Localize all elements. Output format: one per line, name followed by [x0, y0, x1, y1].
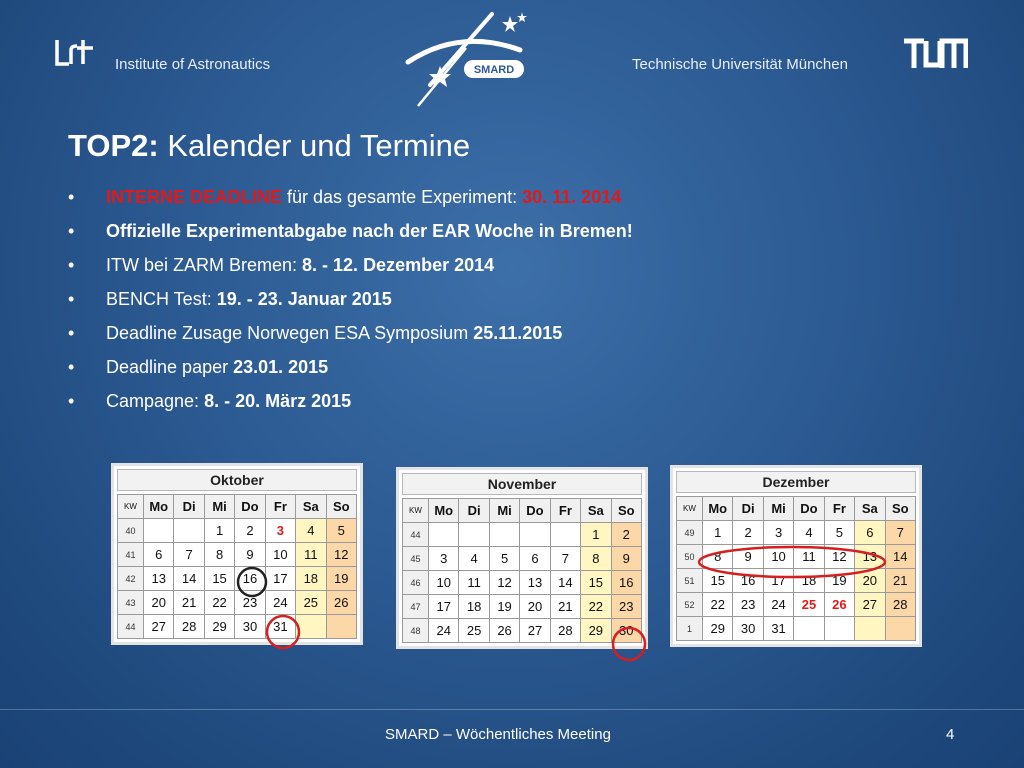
day-cell: 20: [520, 595, 550, 619]
day-cell: 22: [703, 593, 733, 617]
day-cell: 11: [794, 545, 824, 569]
week-number: 41: [118, 543, 144, 567]
bullet-text: BENCH Test:: [106, 289, 217, 309]
bullet-text: ITW bei ZARM Bremen:: [106, 255, 303, 275]
day-cell: 13: [144, 567, 174, 591]
day-cell: [885, 617, 915, 641]
day-cell: 17: [429, 595, 459, 619]
bullet-text: 19. - 23. Januar 2015: [216, 289, 392, 309]
day-cell: 10: [763, 545, 793, 569]
bullet-text: 8. - 20. März 2015: [204, 391, 352, 411]
day-cell: 21: [550, 595, 580, 619]
footer-divider: [0, 709, 1024, 710]
bullet-item: [68, 288, 968, 322]
calendar-header-cell: Sa: [296, 495, 326, 519]
day-cell: 24: [763, 593, 793, 617]
day-cell: 23: [611, 595, 641, 619]
calendar-week-row: [118, 543, 357, 567]
day-cell: 9: [611, 547, 641, 571]
day-cell: [326, 615, 356, 639]
day-cell: [174, 519, 204, 543]
day-cell: 8: [581, 547, 611, 571]
day-cell: [459, 523, 489, 547]
week-number: 51: [677, 569, 703, 593]
calendar-month-title: Oktober: [117, 469, 357, 491]
day-cell: 16: [235, 567, 265, 591]
bullet-text: 8. - 12. Dezember 2014: [302, 255, 495, 275]
calendar-week-row: [118, 567, 357, 591]
day-cell: 2: [235, 519, 265, 543]
day-cell: 8: [703, 545, 733, 569]
day-cell: 18: [296, 567, 326, 591]
week-number: 42: [118, 567, 144, 591]
day-cell: 25: [459, 619, 489, 643]
day-cell: 20: [144, 591, 174, 615]
day-cell: 7: [550, 547, 580, 571]
week-number: 48: [403, 619, 429, 643]
day-cell: 12: [326, 543, 356, 567]
day-cell: 10: [265, 543, 295, 567]
week-number: 52: [677, 593, 703, 617]
calendar-week-row: [118, 591, 357, 615]
calendar-header-cell: So: [885, 497, 915, 521]
bullet-item: [68, 220, 968, 254]
day-cell: 29: [581, 619, 611, 643]
day-cell: 2: [733, 521, 763, 545]
calendar-header-cell: Do: [520, 499, 550, 523]
day-cell: 14: [174, 567, 204, 591]
calendar-header-cell: KW: [118, 495, 144, 519]
bullet-text: für das gesamte Experiment:: [282, 187, 523, 207]
day-cell: 26: [326, 591, 356, 615]
day-cell: 17: [265, 567, 295, 591]
tum-logo-icon: [902, 38, 968, 70]
calendar-header-cell: Sa: [581, 499, 611, 523]
day-cell: 3: [429, 547, 459, 571]
bullet-item: [68, 390, 968, 424]
calendar-header-cell: Mo: [703, 497, 733, 521]
calendar-week-row: [118, 615, 357, 639]
day-cell: 24: [429, 619, 459, 643]
smard-logo: [400, 10, 540, 110]
day-cell: 22: [204, 591, 234, 615]
day-cell: 5: [824, 521, 854, 545]
calendar-header-cell: Di: [733, 497, 763, 521]
institute-name: Institute of Astronautics: [115, 56, 271, 73]
day-cell: 29: [703, 617, 733, 641]
day-cell: 10: [429, 571, 459, 595]
day-cell: 31: [265, 615, 295, 639]
calendar-month-title: November: [402, 473, 642, 495]
calendar-header-cell: KW: [403, 499, 429, 523]
day-cell: 19: [489, 595, 519, 619]
bullet-text: Campagne:: [106, 391, 205, 411]
calendar-header-cell: Di: [174, 495, 204, 519]
bullet-text: 23.01. 2015: [233, 357, 329, 377]
calendar-week-row: [403, 523, 642, 547]
day-cell: 1: [703, 521, 733, 545]
calendar-week-row: [403, 571, 642, 595]
week-number: 47: [403, 595, 429, 619]
week-number: 40: [118, 519, 144, 543]
day-cell: 28: [885, 593, 915, 617]
bullet-text: INTERNE DEADLINE: [106, 187, 283, 207]
day-cell: 30: [611, 619, 641, 643]
day-cell: [824, 617, 854, 641]
day-cell: 29: [204, 615, 234, 639]
slide-title: [68, 128, 470, 164]
calendar-week-row: [677, 521, 916, 545]
day-cell: 26: [824, 593, 854, 617]
day-cell: [489, 523, 519, 547]
day-cell: 1: [204, 519, 234, 543]
day-cell: 5: [326, 519, 356, 543]
calendar-header-cell: Fr: [550, 499, 580, 523]
title-rest: Kalender und Termine: [158, 128, 471, 163]
calendar-header-cell: Mi: [489, 499, 519, 523]
day-cell: 31: [763, 617, 793, 641]
day-cell: 25: [296, 591, 326, 615]
day-cell: 15: [581, 571, 611, 595]
day-cell: 6: [855, 521, 885, 545]
day-cell: 18: [794, 569, 824, 593]
calendar-week-row: [677, 569, 916, 593]
day-cell: [550, 523, 580, 547]
calendar-week-row: [677, 545, 916, 569]
calendar-week-row: [403, 595, 642, 619]
day-cell: 4: [794, 521, 824, 545]
day-cell: 11: [296, 543, 326, 567]
calendar-header-cell: Do: [235, 495, 265, 519]
day-cell: 23: [733, 593, 763, 617]
day-cell: [520, 523, 550, 547]
day-cell: 27: [520, 619, 550, 643]
calendar-week-row: [677, 593, 916, 617]
calendar-dezember: [670, 465, 922, 647]
calendar-header-cell: Mo: [144, 495, 174, 519]
day-cell: 24: [265, 591, 295, 615]
calendar-header-cell: Fr: [265, 495, 295, 519]
day-cell: 16: [733, 569, 763, 593]
slide-header: [0, 0, 1024, 110]
calendar-week-row: [403, 547, 642, 571]
footer-text: SMARD – Wöchentliches Meeting: [385, 726, 611, 743]
day-cell: 27: [144, 615, 174, 639]
smard-logo-text: SMARD: [473, 64, 515, 76]
calendar-november: [396, 467, 648, 649]
bullet-text: 30. 11. 2014: [522, 187, 622, 207]
week-number: 43: [118, 591, 144, 615]
week-number: 44: [118, 615, 144, 639]
calendar-week-row: [403, 619, 642, 643]
day-cell: 22: [581, 595, 611, 619]
week-number: 44: [403, 523, 429, 547]
week-number: 50: [677, 545, 703, 569]
day-cell: 4: [296, 519, 326, 543]
day-cell: 8: [204, 543, 234, 567]
bullet-text: 25.11.2015: [473, 323, 563, 343]
calendar-header-cell: So: [611, 499, 641, 523]
day-cell: 12: [824, 545, 854, 569]
week-number: 45: [403, 547, 429, 571]
calendar-week-row: [118, 519, 357, 543]
day-cell: 14: [885, 545, 915, 569]
day-cell: 9: [733, 545, 763, 569]
week-number: 1: [677, 617, 703, 641]
day-cell: [429, 523, 459, 547]
calendar-header-cell: Sa: [855, 497, 885, 521]
bullet-item: [68, 254, 968, 288]
day-cell: 5: [489, 547, 519, 571]
day-cell: 3: [763, 521, 793, 545]
day-cell: [144, 519, 174, 543]
day-cell: 19: [326, 567, 356, 591]
day-cell: 17: [763, 569, 793, 593]
day-cell: 1: [581, 523, 611, 547]
calendar-header-cell: Fr: [824, 497, 854, 521]
day-cell: 28: [174, 615, 204, 639]
day-cell: 2: [611, 523, 641, 547]
day-cell: 13: [855, 545, 885, 569]
day-cell: 19: [824, 569, 854, 593]
day-cell: 7: [174, 543, 204, 567]
day-cell: 25: [794, 593, 824, 617]
bullet-text: Deadline paper: [106, 357, 234, 377]
day-cell: 21: [174, 591, 204, 615]
day-cell: 6: [520, 547, 550, 571]
bullet-text: Offizielle Experimentabgabe nach der EAR Woche in Bremen!: [106, 221, 633, 241]
calendar-week-row: [677, 617, 916, 641]
bullet-item: [68, 356, 968, 390]
week-number: 49: [677, 521, 703, 545]
day-cell: [855, 617, 885, 641]
day-cell: 16: [611, 571, 641, 595]
day-cell: [794, 617, 824, 641]
calendar-header-cell: Mi: [204, 495, 234, 519]
bullet-item: [68, 322, 968, 356]
day-cell: 15: [703, 569, 733, 593]
lrt-logo-icon: [55, 38, 95, 68]
day-cell: 23: [235, 591, 265, 615]
day-cell: 13: [520, 571, 550, 595]
page-number: 4: [946, 726, 955, 743]
calendar-header-cell: Mo: [429, 499, 459, 523]
day-cell: 11: [459, 571, 489, 595]
calendar-header-cell: Mi: [763, 497, 793, 521]
day-cell: 26: [489, 619, 519, 643]
calendar-header-cell: Di: [459, 499, 489, 523]
day-cell: 21: [885, 569, 915, 593]
calendar-header-cell: So: [326, 495, 356, 519]
university-name: Technische Universität München: [632, 56, 848, 73]
day-cell: 4: [459, 547, 489, 571]
calendar-header-cell: KW: [677, 497, 703, 521]
day-cell: 15: [204, 567, 234, 591]
day-cell: 20: [855, 569, 885, 593]
day-cell: 6: [144, 543, 174, 567]
day-cell: 14: [550, 571, 580, 595]
day-cell: 12: [489, 571, 519, 595]
day-cell: 7: [885, 521, 915, 545]
calendar-month-title: Dezember: [676, 471, 916, 493]
calendar-header-cell: Do: [794, 497, 824, 521]
day-cell: [296, 615, 326, 639]
day-cell: 3: [265, 519, 295, 543]
title-bold: TOP2:: [68, 128, 159, 163]
day-cell: 30: [733, 617, 763, 641]
calendar-oktober: [111, 463, 363, 645]
deadline-list: [68, 186, 968, 424]
bullet-item: [68, 186, 968, 220]
day-cell: 27: [855, 593, 885, 617]
day-cell: 18: [459, 595, 489, 619]
week-number: 46: [403, 571, 429, 595]
day-cell: 28: [550, 619, 580, 643]
day-cell: 9: [235, 543, 265, 567]
day-cell: 30: [235, 615, 265, 639]
bullet-text: Deadline Zusage Norwegen ESA Symposium: [106, 323, 474, 343]
